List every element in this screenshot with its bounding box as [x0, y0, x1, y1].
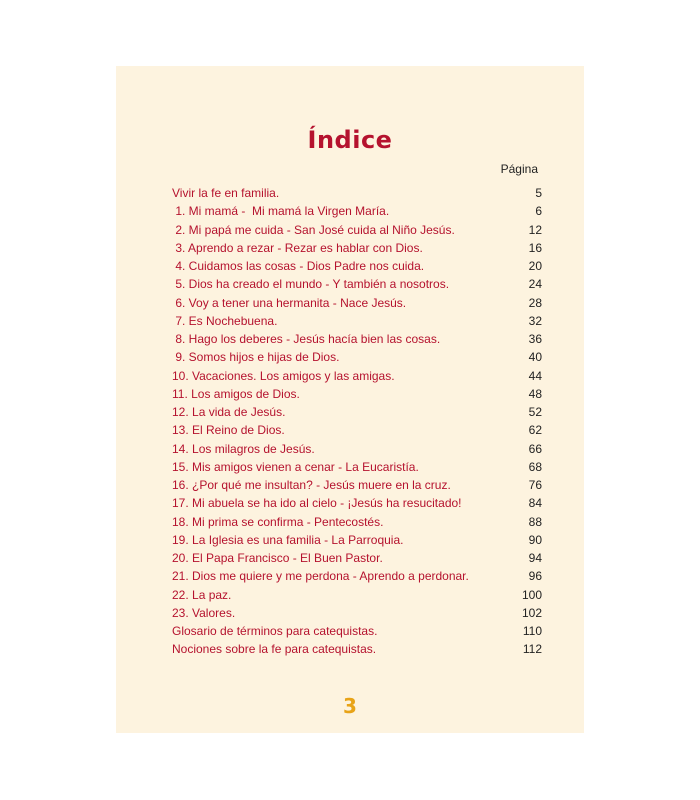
toc-entry	[172, 642, 542, 660]
toc-entry	[172, 277, 542, 295]
toc-entry	[172, 423, 542, 441]
toc-entry-label: 3. Aprendo a rezar - Rezar es hablar con Dios.	[172, 240, 423, 255]
toc-entry-page: 20	[528, 259, 542, 273]
toc-entry	[172, 460, 542, 478]
toc-entry-page: 40	[528, 350, 542, 365]
toc-entry-page: 102	[521, 605, 542, 620]
toc-entry-page: 110	[522, 624, 542, 638]
toc-entry-label: 10. Vacaciones. Los amigos y las amigas.	[172, 368, 395, 383]
toc-entry-label: 21. Dios me quiere y me perdona - Aprendo a perdonar.	[172, 569, 469, 584]
toc-entry-label: Vivir la fe en familia.	[172, 186, 280, 200]
toc-entry-page: 62	[528, 423, 542, 438]
toc-entry	[172, 533, 542, 551]
page-column-header: Página	[500, 162, 538, 176]
toc-entry	[172, 223, 542, 241]
toc-entry-label: 2. Mi papá me cuida - San José cuida al Niño Jesús.	[172, 222, 455, 237]
toc-entry-page: 36	[528, 332, 542, 346]
toc-entry	[172, 387, 542, 405]
toc-entry	[172, 259, 542, 277]
toc-entry-label: Glosario de términos para catequistas.	[172, 624, 378, 638]
toc-entry-page: 90	[528, 532, 542, 547]
toc-entry	[172, 204, 542, 222]
toc-entry-page: 94	[528, 551, 542, 565]
toc-entry	[172, 588, 542, 606]
toc-entry	[172, 569, 542, 587]
toc-entry	[172, 332, 542, 350]
table-of-contents	[172, 186, 542, 661]
toc-entry-label: 11. Los amigos de Dios.	[172, 386, 300, 401]
toc-entry-page: 112	[522, 642, 542, 657]
toc-entry-label: 9. Somos hijos e hijas de Dios.	[172, 350, 340, 365]
toc-entry	[172, 186, 542, 204]
toc-entry-label: 12. La vida de Jesús.	[172, 405, 286, 419]
toc-entry-label: 7. Es Nochebuena.	[172, 313, 278, 328]
toc-entry	[172, 314, 542, 332]
toc-entry-label: 6. Voy a tener una hermanita - Nace Jesús.	[172, 295, 407, 310]
toc-entry	[172, 496, 542, 514]
toc-entry	[172, 515, 542, 533]
toc-entry-page: 5	[535, 186, 542, 200]
toc-entry-page: 76	[528, 478, 542, 492]
toc-entry-label: 23. Valores.	[172, 605, 236, 620]
toc-entry	[172, 241, 542, 259]
toc-entry-page: 6	[535, 204, 542, 219]
toc-entry-page: 96	[528, 569, 542, 584]
toc-entry-label: 18. Mi prima se confirma - Pentecostés.	[172, 514, 384, 529]
toc-entry	[172, 296, 542, 314]
toc-entry	[172, 442, 542, 460]
toc-entry-page: 24	[528, 277, 542, 292]
toc-entry-page: 32	[528, 313, 542, 328]
toc-entry	[172, 624, 542, 642]
toc-entry-page: 44	[528, 368, 542, 383]
toc-entry-page: 68	[528, 459, 542, 474]
toc-entry-label: 1. Mi mamá - Mi mamá la Virgen María.	[172, 204, 390, 219]
toc-entry	[172, 551, 542, 569]
book-page	[116, 66, 584, 733]
toc-entry-page: 84	[528, 496, 542, 511]
toc-entry-page: 28	[528, 295, 542, 310]
toc-entry	[172, 606, 542, 624]
page-number: 3	[343, 694, 357, 718]
toc-entry-label: 17. Mi abuela se ha ido al cielo - ¡Jesús ha resucitado!	[172, 496, 462, 511]
toc-entry-page: 88	[528, 514, 542, 529]
toc-entry-page: 100	[521, 587, 542, 602]
toc-entry-page: 66	[528, 441, 542, 456]
toc-entry-label: 15. Mis amigos vienen a cenar - La Eucaristía.	[172, 459, 419, 474]
toc-entry-label: 20. El Papa Francisco - El Buen Pastor.	[172, 551, 383, 565]
toc-entry-page: 52	[528, 405, 542, 419]
toc-entry	[172, 350, 542, 368]
toc-entry	[172, 478, 542, 496]
toc-entry-label: 22. La paz.	[172, 587, 232, 602]
toc-entry-label: 19. La Iglesia es una familia - La Parroquia.	[172, 532, 404, 547]
toc-entry-label: Nociones sobre la fe para catequistas.	[172, 642, 377, 657]
toc-entry-page: 48	[528, 386, 542, 401]
page-title: Índice	[307, 126, 393, 154]
toc-entry-label: 14. Los milagros de Jesús.	[172, 441, 315, 456]
toc-entry-label: 8. Hago los deberes - Jesús hacía bien las cosas.	[172, 332, 441, 346]
toc-entry-page: 16	[528, 240, 542, 255]
toc-entry	[172, 405, 542, 423]
toc-entry-label: 5. Dios ha creado el mundo - Y también a nosotros.	[172, 277, 450, 292]
toc-entry-label: 16. ¿Por qué me insultan? - Jesús muere en la cruz.	[172, 478, 451, 492]
toc-entry	[172, 369, 542, 387]
toc-entry-label: 4. Cuidamos las cosas - Dios Padre nos cuida.	[172, 259, 425, 273]
toc-entry-label: 13. El Reino de Dios.	[172, 423, 285, 438]
toc-entry-page: 12	[528, 222, 542, 237]
